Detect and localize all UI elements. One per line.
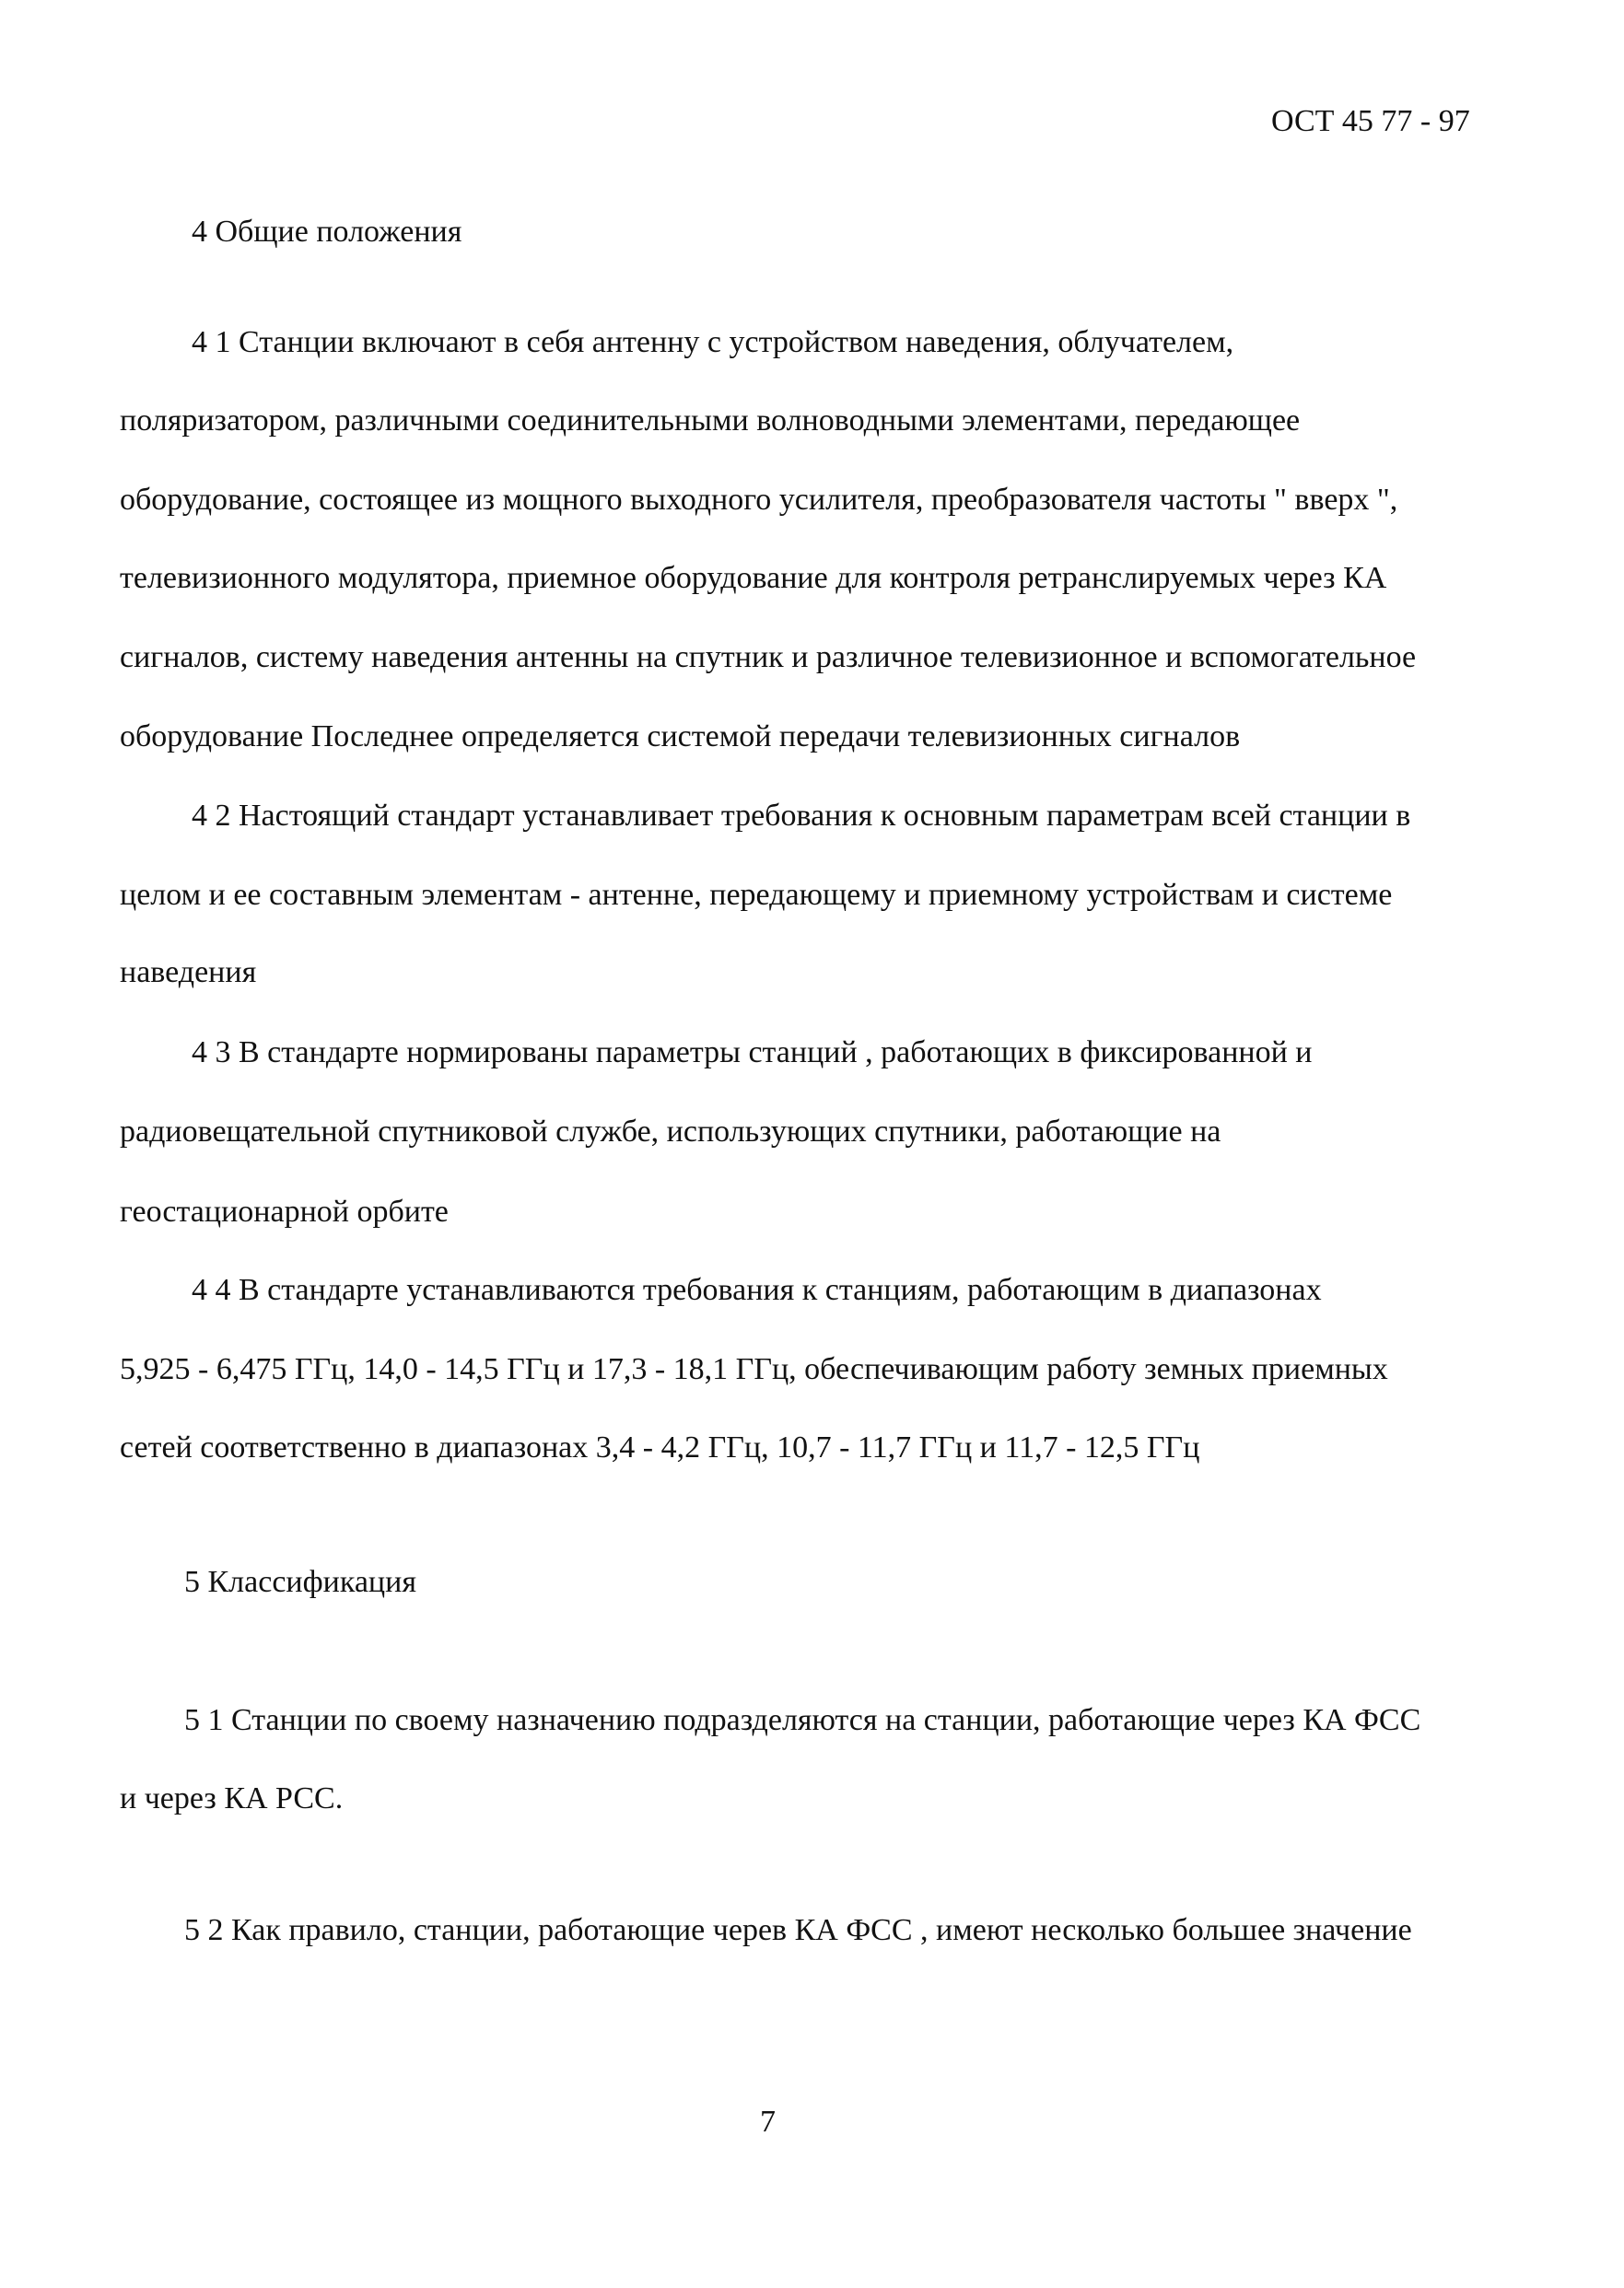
paragraph-4-1-line-4: телевизионного модулятора, приемное оборудование для контроля ретранслируемых через КА <box>120 561 1387 595</box>
paragraph-5-1-line-2: и через КА РСС. <box>120 1781 344 1815</box>
paragraph-4-1-line-1 <box>192 324 1507 361</box>
paragraph-4-1-text: 4 1 Станции включают в себя антенну с устройством наведения, облучателем, <box>192 325 1234 359</box>
paragraph-4-4-line-3: сетей соответственно в диапазонах 3,4 - 4,2 ГГц, 10,7 - 11,7 ГГц и 11,7 - 12,5 ГГц <box>120 1430 1200 1465</box>
paragraph-4-1-line-2: поляризатором, различными соединительными волноводными элементами, передающее <box>120 403 1301 438</box>
paragraph-4-4-line-1: 4 4 В стандарте устанавливаются требования к станциям, работающим в диапазонах <box>192 1273 1322 1307</box>
paragraph-4-3-line-3: геостационарной орбите <box>120 1195 449 1229</box>
section-5-heading: 5 Классификация <box>184 1565 416 1599</box>
paragraph-4-1-line-5: сигналов, систему наведения антенны на спутник и различное телевизионное и вспомогательное <box>120 640 1417 674</box>
paragraph-5-1-line-1: 5 1 Станции по своему назначению подразделяются на станции, работающие через КА ФСС <box>184 1703 1421 1737</box>
document-code: ОСТ 45 77 - 97 <box>1271 104 1470 138</box>
paragraph-4-3-line-1: 4 3 В стандарте нормированы параметры станций , работающих в фиксированной и <box>192 1035 1313 1069</box>
paragraph-4-4-line-2: 5,925 - 6,475 ГГц, 14,0 - 14,5 ГГц и 17,3 - 18,1 ГГц, обеспечивающим работу земных приемных <box>120 1352 1388 1386</box>
paragraph-4-2-line-2: целом и ее составным элементам - антенне, передающему и приемному устройствам и системе <box>120 878 1393 912</box>
paragraph-4-1-line-6: оборудование Последнее определяется системой передачи телевизионных сигналов <box>120 719 1241 753</box>
paragraph-4-2-line-1: 4 2 Настоящий стандарт устанавливает требования к основным параметрам всей станции в <box>192 799 1411 833</box>
paragraph-4-2-line-3: наведения <box>120 955 257 989</box>
paragraph-4-1-line-3: оборудование, состоящее из мощного выходного усилителя, преобразователя частоты " вверх ", <box>120 483 1398 517</box>
paragraph-5-2-line-1: 5 2 Как правило, станции, работающие черев КА ФСС , имеют несколько большее значение <box>184 1913 1412 1947</box>
section-4-heading: 4 Общие положения <box>192 215 462 249</box>
paragraph-4-3-line-2: радиовещательной спутниковой службе, использующих спутники, работающие на <box>120 1115 1221 1149</box>
page-number: 7 <box>760 2105 776 2139</box>
